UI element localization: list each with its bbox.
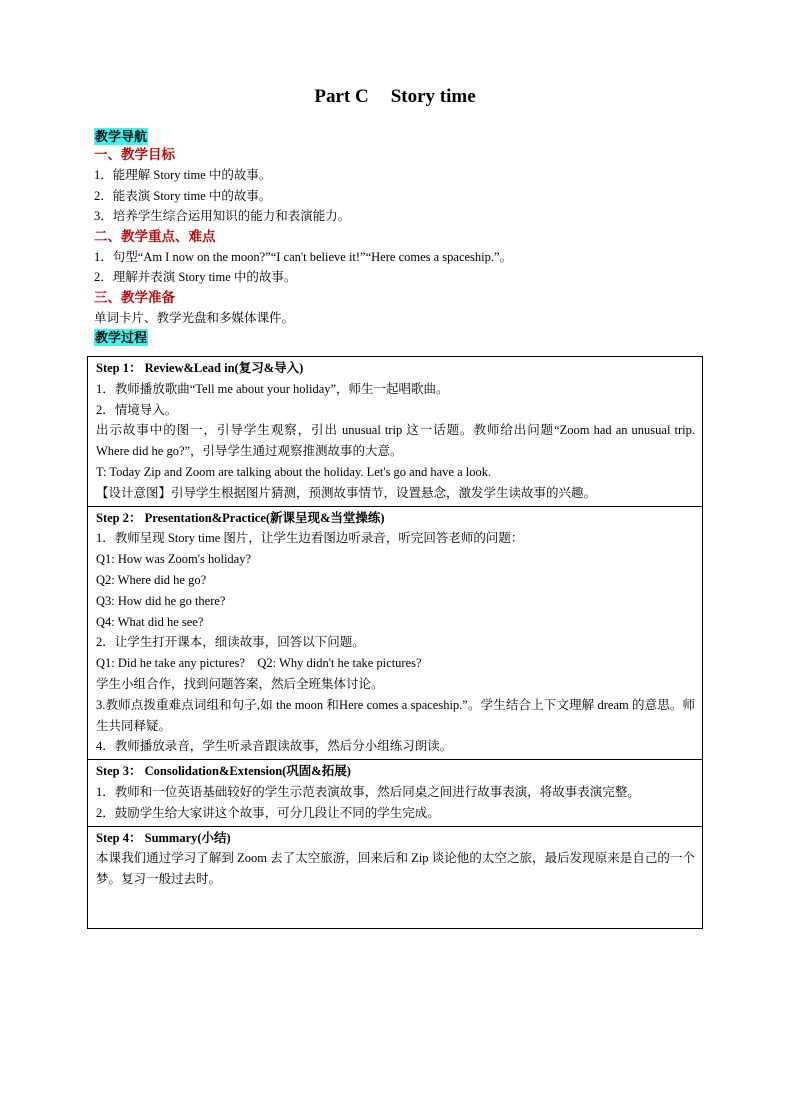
step-line: Q1: Did he take any pictures? Q2: Why didn't he take pictures? [96, 656, 422, 671]
title-name: Story time [390, 86, 476, 107]
step-cell [88, 760, 703, 826]
section-heading-key-points: 二、教学重点、难点 [94, 228, 216, 244]
step-title: Step 3： Consolidation&Extension(巩固&拓展) [96, 764, 351, 779]
step-line: T: Today Zip and Zoom are talking about the holiday. Let's go and have a look. [96, 464, 492, 479]
step-title: Step 2： Presentation&Practice(新课呈现&当堂操练) [96, 510, 385, 525]
section-heading-goals: 一、教学目标 [94, 147, 175, 162]
step-line: 出示故事中的图一，引导学生观察，引出 unusual trip 这一话题。教师给出问题“Zoom had an unusual trip. Where did he go?”，引导学生通过观察推测故事的大意。 [96, 423, 695, 459]
step-line: 1．教师播放歌曲“Tell me about your holiday”，师生一起唱歌曲。 [96, 381, 449, 396]
step-title: Step 1： Review&Lead in(复习&导入) [96, 361, 304, 375]
step-line: Q4: What did he see? [96, 614, 204, 629]
goal-line: 1．能理解 Story time 中的故事。 [94, 168, 272, 182]
step-row [88, 760, 703, 826]
step-line: 3.教师点拨重难点词组和句子,如 the moon 和Here comes a spaceship.”。学生结合上下文理解 dream 的意思。师生共同释疑。 [96, 697, 695, 733]
step-line: Q3: How did he go there? [96, 593, 226, 608]
process-table [87, 356, 703, 929]
goal-line: 2．能表演 Story time 中的故事。 [94, 188, 272, 203]
step-line: 学生小组合作，找到问题答案，然后全班集体讨论。 [96, 676, 384, 691]
step-cell [88, 357, 703, 507]
key-point-line: 1．句型“Am I now on the moon?”“I can't believe it!”“Here comes a spaceship.”。 [94, 249, 513, 264]
guide-label: 教学导航 [95, 129, 148, 144]
step-line: 2．鼓励学生给大家讲这个故事，可分几段让不同的学生完成。 [96, 805, 440, 820]
step-line: 2．让学生打开课本，细读故事，回答以下问题。 [96, 635, 365, 650]
goal-line: 3．培养学生综合运用知识的能力和表演能力。 [94, 209, 351, 223]
step-line: Q2: Where did he go? [96, 572, 207, 587]
key-point-line: 2．理解并表演 Story time 中的故事。 [94, 270, 297, 284]
step-line: 【设计意图】引导学生根据图片猜测，预测故事情节，设置悬念，激发学生读故事的兴趣。 [96, 485, 597, 500]
step-title: Step 4： Summary(小结) [96, 830, 231, 845]
step-row [88, 357, 703, 507]
teaching-guide [94, 128, 704, 346]
preparation-line: 单词卡片、教学光盘和多媒体课件。 [94, 310, 295, 325]
process-label: 教学过程 [95, 330, 148, 345]
step-cell [88, 826, 703, 928]
step-line: 2．情境导入。 [96, 402, 178, 417]
step-row [88, 826, 703, 928]
step-line: 1．教师和一位英语基础较好的学生示范表演故事，然后同桌之间进行故事表演，将故事表演完整。 [96, 784, 640, 799]
step-line: 本课我们通过学习了解到 Zoom 去了太空旅游，回来后和 Zip 谈论他的太空之旅，最后发现原来是自己的一个梦。复习一般过去时。 [96, 851, 695, 887]
section-heading-preparation: 三、教学准备 [94, 289, 175, 305]
step-line: 4．教师播放录音，学生听录音跟读故事，然后分小组练习朗读。 [96, 739, 453, 754]
page-title [0, 86, 790, 108]
step-row [88, 506, 703, 760]
step-cell [88, 506, 703, 760]
step-line: Q1: How was Zoom's holiday? [96, 552, 252, 567]
title-part: Part C [314, 86, 369, 107]
step-line: 1．教师呈现 Story time 图片，让学生边看图边听录音，听完回答老师的问题： [96, 531, 524, 546]
